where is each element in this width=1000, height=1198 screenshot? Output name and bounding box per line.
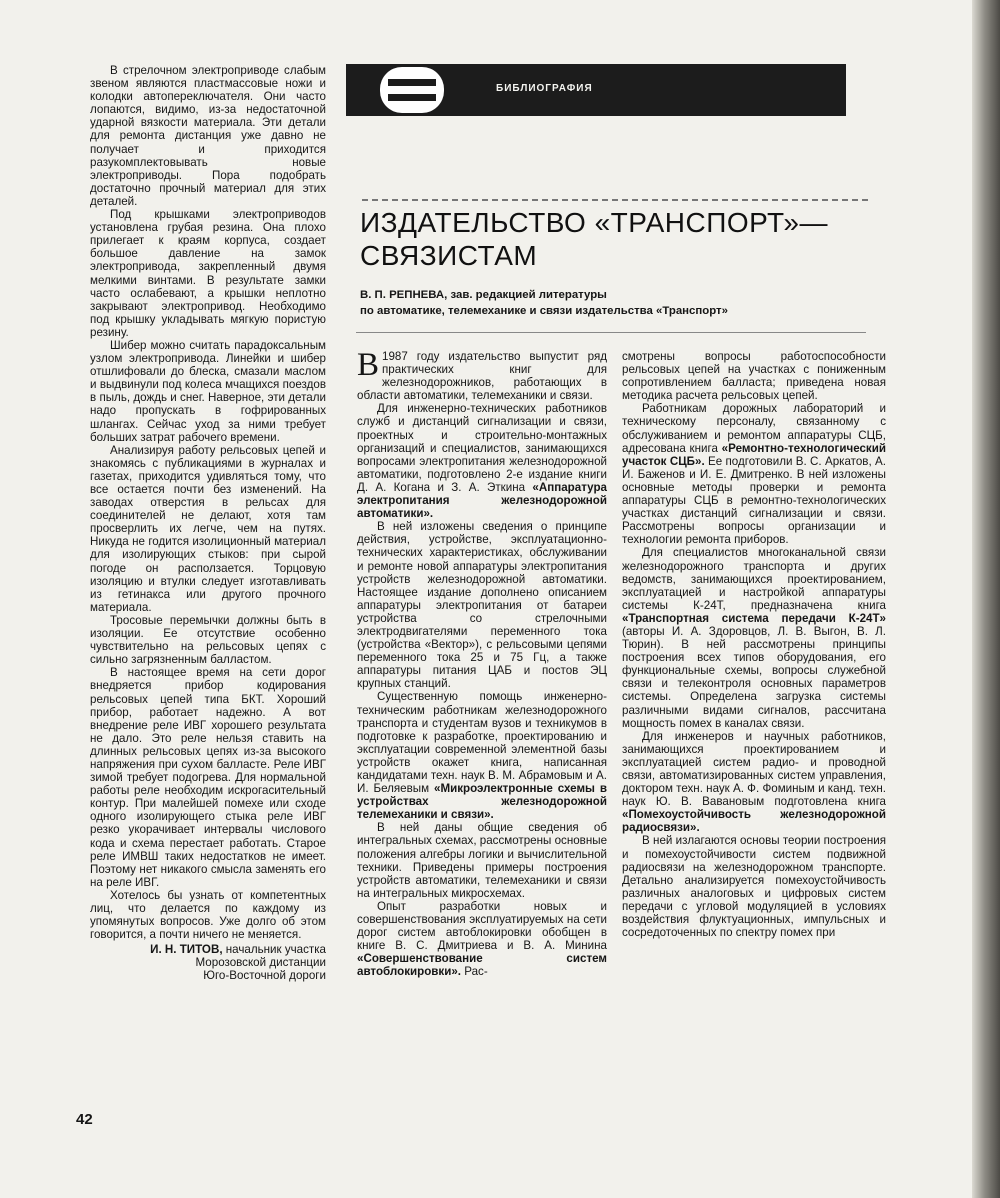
letter-signature: [90, 943, 326, 982]
title-line-1: ИЗДАТЕЛЬСТВО «ТРАНСПОРТ»—: [360, 207, 828, 238]
byline-divider: [356, 332, 866, 333]
book-title: «Совершенствование систем автоблокировки».: [357, 952, 607, 979]
bibliography-logo-icon: [380, 67, 444, 113]
paragraph: Тросовые перемычки должны быть в изоляции. Ее отсутствие особенно чувствительно на рельсовых цепях с сильно загрязненным балластом.: [90, 613, 326, 667]
signature-line-3: Юго-Восточной дороги: [203, 969, 326, 983]
book-title: «Помехоустойчивость железнодорожной радиосвязи».: [622, 808, 886, 835]
paragraph: В ней изложены сведения о принципе действия, устройстве, эксплуатационно-технических характеристиках, обслуживании и ремонте новой аппаратуры электропитания устройств железнодорожной автоматики. Настоящее издание дополнено описанием аппаратуры электропитания от батареи устройства со стрелочными электродвигателями переменного тока (устройства «Вектор»), с рельсовыми цепями переменного тока 25 и 75 Гц, а также аппаратуры питания ЦАБ и постов ЭЦ крупных станций.: [357, 520, 607, 691]
paragraph: Для инженеров и научных работников, занимающихся проектированием и эксплуатацией систем радио- и проводной связи, автоматизированных систем управления, доктором техн. наук А. Ф. Фоминым и канд. техн. наук Ю. В. Вавановым подготовлена книга «Помехоустойчивость железнодорожной радиосвязи».: [622, 729, 886, 835]
left-column: [90, 64, 326, 983]
signature-role: начальник участка: [222, 943, 326, 957]
rubric-label: БИБЛИОГРАФИЯ: [496, 83, 593, 94]
paragraph: Шибер можно считать парадоксальным узлом электропривода. Линейки и шибер отшлифовали до блеска, смазали маслом и выдвинули под колеса мчащихся поездов в пыль, дождь и снег. Наверное, эти детали надо пропускать в гофрированных шлангах. Сейчас уход за ними требует больших затрат рабочего времени.: [90, 338, 326, 444]
book-title: «Микроэлектронные схемы в устройствах железнодорожной телемеханики и связи».: [357, 782, 607, 822]
paragraph: В 1987 году издательство выпустит ряд практических книг для железнодорожников, работающих в области автоматики, телемеханики и связи.: [357, 347, 607, 403]
paragraph: Работникам дорожных лабораторий и техническому персоналу, связанному с обслуживанием и ремонтом аппаратуры СЦБ, адресована книга «Ремонтно-технологический участок СЦБ». Ее подготовили В. С. Аркатов, А. И. Баженов и И. Е. Дмитренко. В ней изложены основные методы проверки и ремонта аппаратуры СЦБ в ремонтно-технологических участках дистанций сигнализации и связи. Рассмотрены вопросы организации и технологии ремонта приборов.: [622, 402, 886, 547]
paragraph: Существенную помощь инженерно-техническим работникам железнодорожного транспорта и студентам вузов и техникумов в подготовке к разработке, проектированию и эксплуатации современной элементной базы устройств окажет книга, написанная кандидатами техн. наук В. М. Абрамовым и А. И. Беляевым «Микроэлектронные схемы в устройствах железнодорожной телемеханики и связи».: [357, 690, 607, 822]
paragraph: Анализируя работу рельсовых цепей и знакомясь с публикациями в журналах и газетах, приходится удивляться тому, что все остается почти без изменений. На заводах отверстия в рельсах для соединителей не делают, хотя там просверлить их легче, чем на путях. Никуда не годится изолиционный материал для изолирующих стыков: при сырой погоде он расползается. Торцовую изоляцию и втулки следует изготавливать из гетинакса или другого прочного материала.: [90, 443, 326, 614]
right-column: [622, 350, 886, 939]
dashed-divider: [362, 199, 868, 201]
author-name: В. П. РЕПНЕВА,: [360, 289, 448, 301]
title-line-2: СВЯЗИСТАМ: [360, 240, 538, 271]
paragraph: В стрелочном электроприводе слабым звеном являются пластмассовые ножи и колодки автопереключателя. Они часто лопаются, видимо, из-за недостаточной ударной вязкости материала. Эти детали для ремонта дистанция уже давно не получает и приходится разукомплектовывать новые электроприводы. Пора подобрать достаточно прочный материал для этих деталей.: [90, 64, 326, 208]
paragraph: В ней излагаются основы теории построения и помехоустойчивости систем подвижной радиосвязи на железнодорожном транспорте. Детально анализируется помехоустойчивость различных аналоговых и цифровых систем передачи с угловой модуляцией в условиях воздействия флуктуационных, импульсных и сосредоточенных по спектру помех при: [622, 834, 886, 940]
paragraph: Для специалистов многоканальной связи железнодорожного транспорта и других ведомств, занимающихся проектированием, эксплуатацией и настройкой аппаратуры системы К-24Т, предназначена книга «Транспортная система передачи К-24Т» (авторы И. А. Здоровцов, Л. В. Выгон, В. Л. Тюрин). В ней рассмотрены принципы построения всех типов оборудования, его функциональные схемы, вопросы служебной связи и телеконтроля основных параметров системы. Определена загрузка системы различными видами сигналов, рассчитана мощность помех в каналах связи.: [622, 546, 886, 730]
paragraph: Хотелось бы узнать от компетентных лиц, что делается по каждому из упомянутых вопросов. Уже долго об этом говорится, а почти ничего не меняется.: [90, 888, 326, 942]
signature-line-2: Морозовской дистанции: [195, 956, 326, 970]
drop-cap: В: [357, 347, 380, 383]
paragraph: Под крышками электроприводов установлена грубая резина. Она плохо прилегает к краям корпуса, создает большое давление на замок электропривода, закрепленный двумя мелкими винтами. В результате замки часто ослабевают, а крышки неплотно закрывают электропривод. Необходимо под крышку укладывать мягкую пористую резину.: [90, 208, 326, 339]
paragraph: смотрены вопросы работоспособности рельсовых цепей на участках с пониженным сопротивлением балласта; приведена новая методика расчета рельсовых цепей.: [622, 350, 886, 403]
page-edge-shadow: [972, 0, 1000, 1198]
paragraph: В ней даны общие сведения об интегральных схемах, рассмотрены основные положения алгебры логики и вычислительной техники. Приведены примеры построения устройств автоматики, телемеханики и связи на интегральных микросхемах.: [357, 821, 608, 900]
paragraph: В настоящее время на сети дорог внедряется прибор кодирования рельсовых цепей типа БКТ. Хороший прибор, работает надежно. А вот внедрение реле ИВГ хорошего результата не дало. Это реле нельзя ставить на длинных рельсовых цепях из-за высокого напряжения при сухом балласте. Реле ИВГ зимой требует подогрева. Для нормальной работы реле необходим искрогасительный контур. При малейшей помехе или сходе одного изолирующего стыка реле ИВГ резко укорачивает интервалы числового кода и схема перестает работать. Старое реле ИМВШ таких недостатков не имеет. Поэтому нет никакого смысла заменять его на реле ИВГ.: [90, 666, 326, 889]
signature-name: И. Н. ТИТОВ,: [150, 943, 223, 957]
section-rubric-banner: [346, 64, 846, 116]
book-title: «Ремонтно-технологический участок СЦБ».: [622, 441, 886, 468]
middle-column: [357, 347, 608, 979]
paragraph: Опыт разработки новых и совершенствования эксплуатируемых на сети дорог систем автоблокировки обобщен в книге В. С. Дмитриева и В. А. Минина «Совершенствование систем автоблокировки». Рас-: [357, 899, 607, 979]
page-number: 42: [76, 1111, 93, 1128]
book-title: «Транспортная система передачи К-24Т»: [622, 611, 886, 625]
author-role-1: зав. редакцией литературы: [447, 289, 607, 301]
article-title: [360, 206, 880, 272]
article-byline: [360, 287, 860, 319]
signature-line-1: [90, 943, 326, 956]
author-role-2: по автоматике, телемеханике и связи издательства «Транспорт»: [360, 305, 728, 317]
book-title: «Аппаратура электропитания железнодорожной автоматики».: [357, 480, 607, 521]
paragraph: Для инженерно-технических работников служб и дистанций сигнализации и связи, проектных и строительно-монтажных организаций и специалистов, занимающихся вопросами электропитания железнодорожной автоматики, подготовлено 2-е издание книги Д. А. Когана и З. А. Эткина «Аппаратура электропитания железнодорожной автоматики».: [357, 402, 607, 521]
